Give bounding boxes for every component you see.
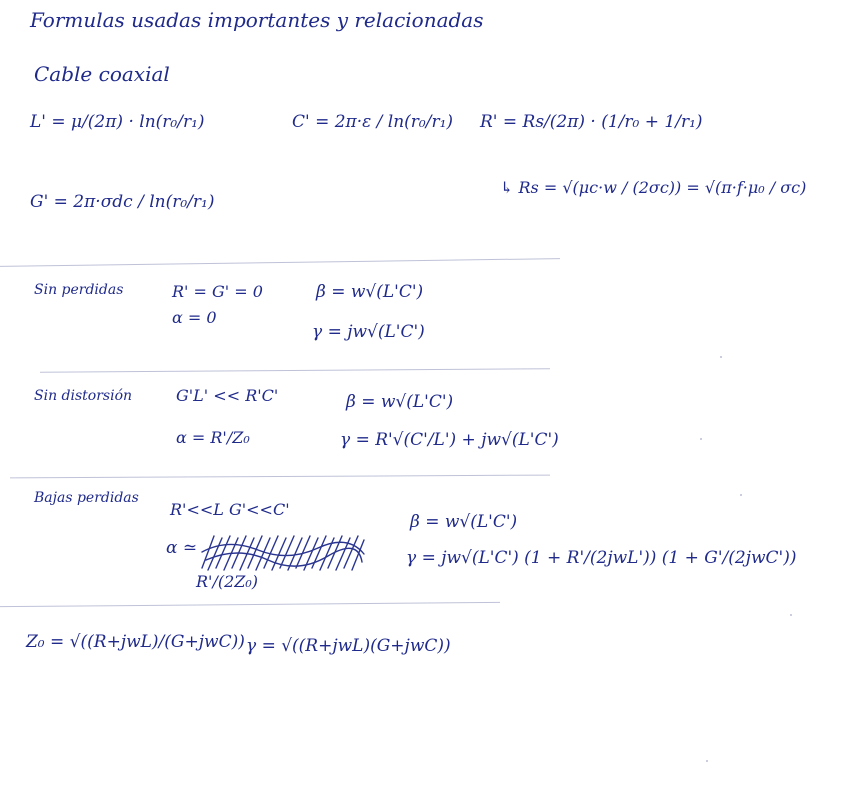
speck xyxy=(706,760,708,762)
lowloss-alpha-prefix: α ≃ xyxy=(166,538,198,558)
formula-resistance: R' = Rs/(2π) · (1/r₀ + 1/r₁) xyxy=(480,112,703,132)
lossless-label: Sin perdidas xyxy=(34,282,124,298)
propagation-constant: γ = √((R+jwL)(G+jwC)) xyxy=(246,636,451,656)
crossed-out-scribble xyxy=(198,530,368,574)
distortionless-label: Sin distorsión xyxy=(34,388,133,404)
speck xyxy=(700,438,702,440)
formula-conductance: G' = 2π·σdc / ln(r₀/r₁) xyxy=(30,192,215,212)
lowloss-beta: β = w√(L'C') xyxy=(410,512,518,532)
lowloss-alpha-value: R'/(2Z₀) xyxy=(196,572,259,591)
formula-capacitance: C' = 2π·ε / ln(r₀/r₁) xyxy=(292,112,454,132)
distortionless-condition: G'L' << R'C' xyxy=(176,386,279,405)
speck xyxy=(790,614,792,616)
page-title: Formulas usadas importantes y relacionadas xyxy=(30,8,484,32)
formula-inductance: L' = μ/(2π) · ln(r₀/r₁) xyxy=(30,112,205,132)
separator-line xyxy=(0,258,560,267)
distortionless-alpha: α = R'/Z₀ xyxy=(176,428,250,447)
distortionless-beta: β = w√(L'C') xyxy=(346,392,454,412)
lowloss-condition: R'<<L G'<<C' xyxy=(170,500,290,519)
formula-surface-resistance: ↳ Rs = √(μc·w / (2σc)) = √(π·f·μ₀ / σc) xyxy=(500,178,807,197)
speck xyxy=(740,494,742,496)
separator-line xyxy=(0,602,500,607)
speck xyxy=(720,356,722,358)
distortionless-gamma: γ = R'√(C'/L') + jw√(L'C') xyxy=(340,430,559,450)
lossless-gamma: γ = jw√(L'C') xyxy=(312,322,425,342)
separator-line xyxy=(40,368,550,373)
lossless-beta: β = w√(L'C') xyxy=(316,282,424,302)
lowloss-label: Bajas perdidas xyxy=(34,490,139,506)
characteristic-impedance: Z₀ = √((R+jwL)/(G+jwC)) xyxy=(26,632,245,652)
lossless-alpha: α = 0 xyxy=(172,308,217,327)
coax-heading: Cable coaxial xyxy=(34,62,170,86)
lossless-condition: R' = G' = 0 xyxy=(172,282,263,301)
lowloss-gamma: γ = jw√(L'C') (1 + R'/(2jwL')) (1 + G'/(2jwC')) xyxy=(406,548,797,568)
separator-line xyxy=(10,475,550,479)
